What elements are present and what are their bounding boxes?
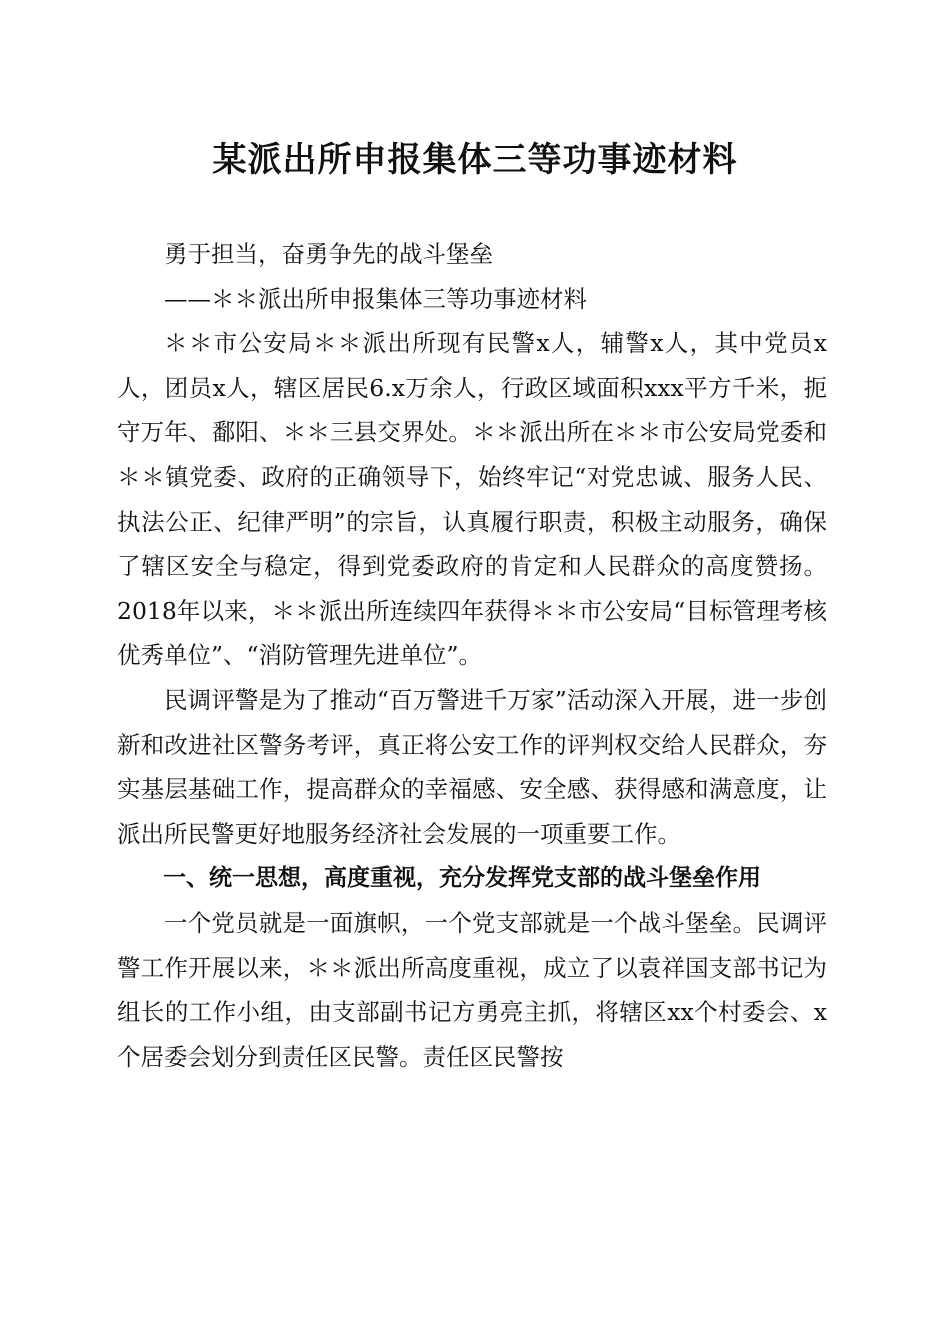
document-title: 某派出所申报集体三等功事迹材料: [212, 140, 738, 180]
section-1-heading: 一、统一思想，高度重视，充分发挥党支部的战斗堡垒作用: [163, 865, 761, 892]
section-1-paragraph: 一个党员就是一面旗帜，一个党支部就是一个战斗堡垒。民调评警工作开展以来，＊＊派出所高度重视，成立了以袁祥国支部书记为组长的工作小组，由支部副书记方勇亮主抓，将辖区xx个村委会、x个居委会划分到责任区民警。责任区民警按: [117, 908, 827, 1071]
paragraph-intro: ＊＊市公安局＊＊派出所现有民警x人，辅警x人，其中党员x人，团员x人，辖区居民6.x万余人，行政区域面积xxx平方千米，扼守万年、鄱阳、＊＊三县交界处。＊＊派出所在＊＊市公安局党委和＊＊镇党委、政府的正确领导下，始终牢记“对党忠诚、服务人民、执法公正、纪律严明”的宗旨，认真履行职责，积极主动服务，确保了辖区安全与稳定，得到党委政府的肯定和人民群众的高度赞扬。2018年以来，＊＊派出所连续四年获得＊＊市公安局“目标管理考核优秀单位”、“消防管理先进单位”。: [117, 329, 827, 670]
document-body: [117, 232, 827, 1079]
paragraph-minpiao: 民调评警是为了推动“百万警进千万家”活动深入开展，进一步创新和改进社区警务考评，真正将公安工作的评判权交给人民群众，夯实基层基础工作，提高群众的幸福感、安全感、获得感和满意度，让派出所民警更好地服务经济社会发展的一项重要工作。: [117, 685, 827, 848]
subtitle: 勇于担当，奋勇争先的战斗堡垒: [164, 240, 493, 268]
subtitle-line-2: ——＊＊派出所申报集体三等功事迹材料: [164, 284, 587, 313]
